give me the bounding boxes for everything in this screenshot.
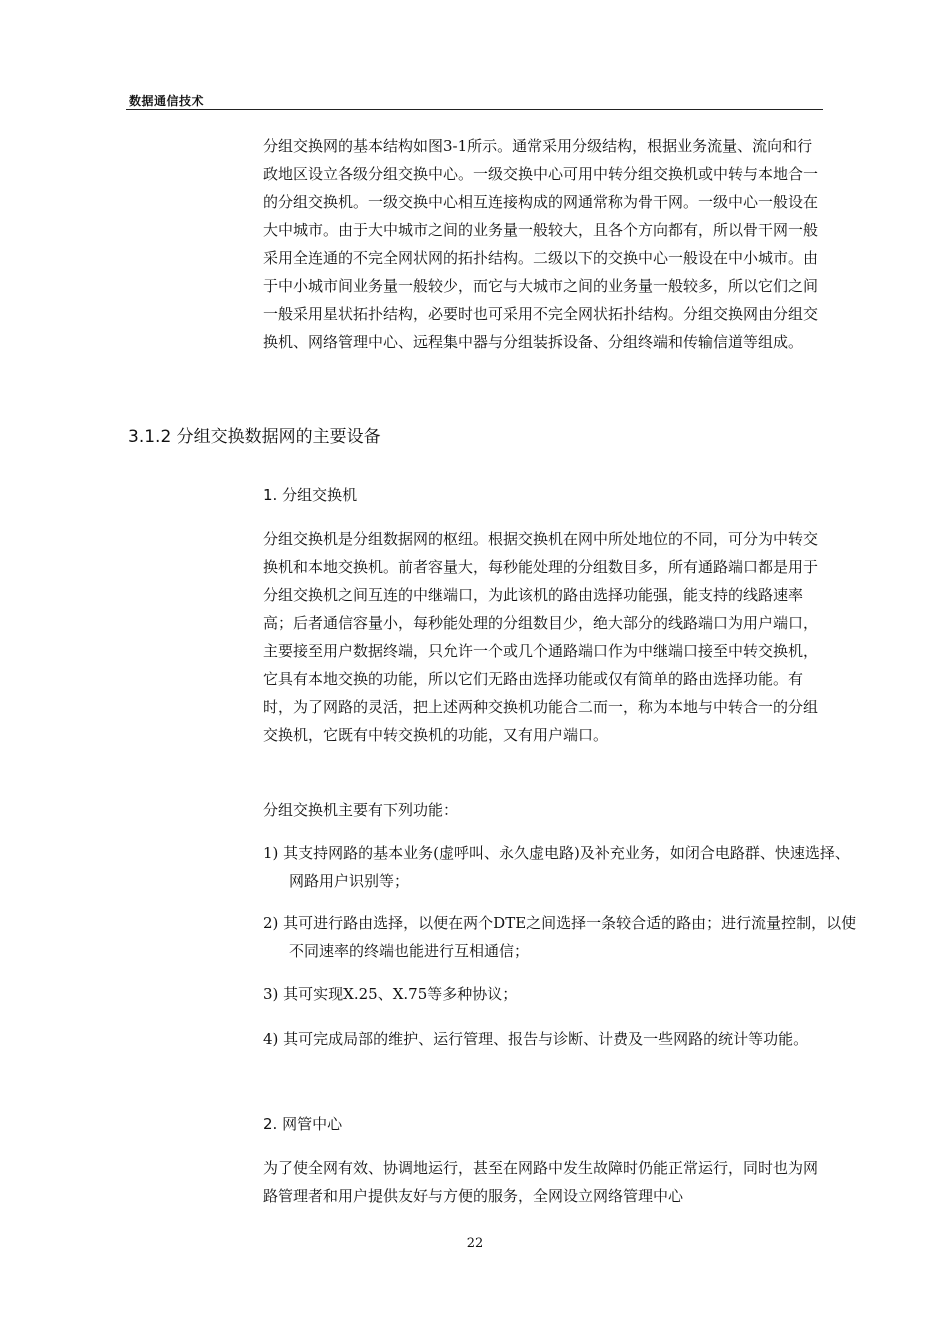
running-header: 数据通信技术 bbox=[129, 94, 205, 108]
subsection-heading-nms: 2. 网管中心 bbox=[263, 1115, 343, 1133]
list-item: 3) 其可实现X.25、X.75等多种协议； bbox=[263, 985, 518, 1003]
subsection-heading-switch: 1. 分组交换机 bbox=[263, 486, 358, 504]
list-item: 1) 其支持网路的基本业务(虚呼叫、永久虚电路)及补充业务，如闭合电路群、快速选择、网路用户识别等； bbox=[263, 844, 850, 890]
list-item: 4) 其可完成局部的维护、运行管理、报告与诊断、计费及一些网路的统计等功能。 bbox=[263, 1030, 809, 1048]
functions-intro: 分组交换机主要有下列功能： bbox=[263, 801, 459, 819]
switch-paragraph: 分组交换机是分组数据网的枢纽。根据交换机在网中所处地位的不同，可分为中转交换机和本地交换机。前者容量大，每秒能处理的分组数目多，所有通路端口都是用于分组交换机之间互连的中继端口，为此该机的路由选择功能强，能支持的线路速率高；后者通信容量小，每秒能处理的分组数目少，绝大部分的线路端口为用户端口，主要接至用户数据终端，只允许一个或几个通路端口作为中继端口接至中转交换机，它具有本地交换的功能，所以它们无路由选择功能或仅有简单的路由选择功能。有时，为了网路的灵活，把上述两种交换机功能合二而一，称为本地与中转合一的分组交换机，它既有中转交换机的功能，又有用户端口。 bbox=[263, 530, 819, 744]
page-number: 22 bbox=[466, 1236, 484, 1251]
section-heading: 3.1.2 分组交换数据网的主要设备 bbox=[128, 427, 381, 447]
list-item: 2) 其可进行路由选择，以便在两个DTE之间选择一条较合适的路由；进行流量控制，以使不同速率的终端也能进行互相通信； bbox=[263, 914, 857, 960]
nms-paragraph: 为了使全网有效、协调地运行，甚至在网路中发生故障时仍能正常运行，同时也为网路管理者和用户提供友好与方便的服务，全网设立网络管理中心 bbox=[263, 1159, 819, 1205]
header-divider bbox=[126, 109, 823, 110]
intro-paragraph: 分组交换网的基本结构如图3-1所示。通常采用分级结构，根据业务流量、流向和行政地区设立各级分组交换中心。一级交换中心可用中转分组交换机或中转与本地合一的分组交换机。一级交换中心相互连接构成的网通常称为骨干网。一级中心一般设在大中城市。由于大中城市之间的业务量一般较大，且各个方向都有，所以骨干网一般采用全连通的不完全网状网的拓扑结构。二级以下的交换中心一般设在中小城市。由于中小城市间业务量一般较少，而它与大城市之间的业务量一般较多，所以它们之间一般采用星状拓扑结构，必要时也可采用不完全网状拓扑结构。分组交换网由分组交换机、网络管理中心、远程集中器与分组装拆设备、分组终端和传输信道等组成。 bbox=[263, 137, 819, 351]
